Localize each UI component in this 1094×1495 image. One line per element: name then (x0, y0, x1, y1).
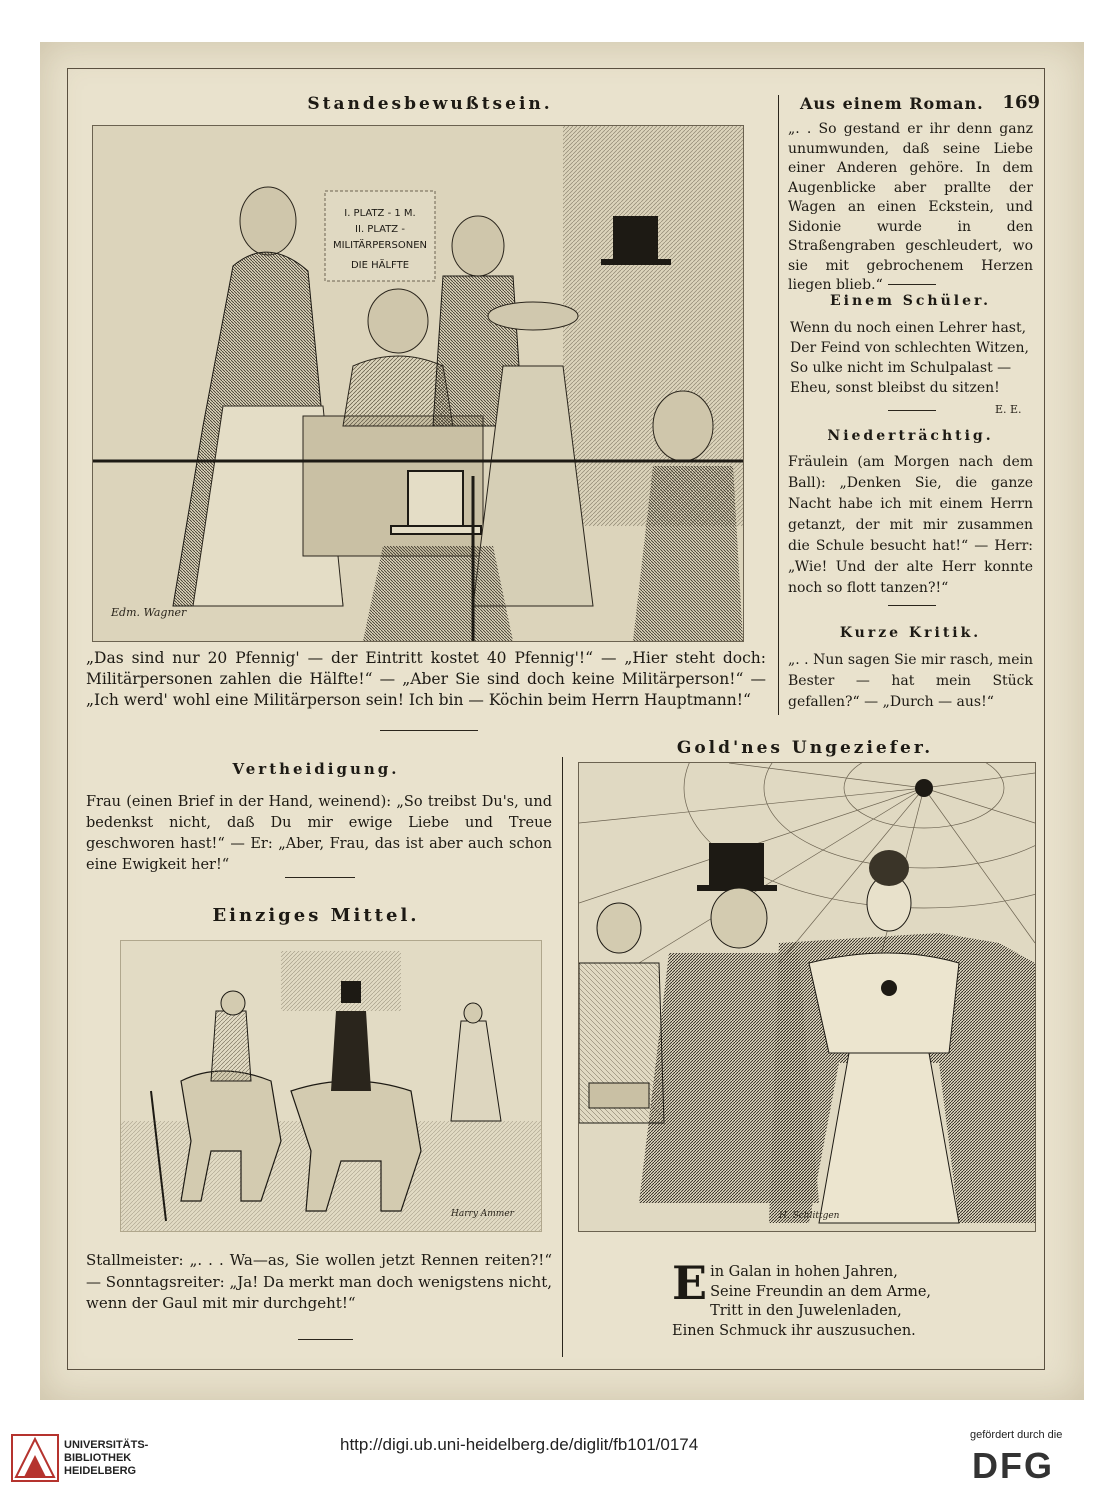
main-cartoon-illustration (92, 125, 744, 642)
dfg-logo: DFG (972, 1445, 1054, 1486)
poem-dropcap: E (672, 1256, 708, 1310)
divider (298, 1339, 353, 1340)
schueler-title: Einem Schüler. (830, 293, 991, 309)
ungeziefer-poem (672, 1256, 972, 1341)
sign-line: MILITÄRPERSONEN (332, 240, 428, 251)
nieder-title: Niederträchtig. (827, 428, 994, 444)
vertheidigung-title: Vertheidigung. (232, 760, 400, 778)
footer-bar (0, 1405, 1094, 1495)
ungeziefer-signature: H. Schlittgen (779, 1211, 840, 1221)
page-number: 169 (1002, 92, 1040, 113)
mittel-caption: Stallmeister: „. . . Wa—as, Sie wollen jetzt Rennen reiten?!“ — Sonntagsreiter: „Ja! Da merkt man doch wenigstens nicht, wenn der Gaul mit mir durchgeht!“ (86, 1251, 552, 1312)
poem-line: Wenn du noch einen Lehrer hast, (790, 320, 1027, 336)
source-url-link[interactable]: http://digi.ub.uni-heidelberg.de/diglit/fb101/0174 (340, 1435, 699, 1454)
main-cartoon-caption: „Das sind nur 20 Pfennig' — der Eintritt kostet 40 Pfennig'!“ — „Hier steht doch: Militärpersonen zahlen die Hälfte!“ — „Aber Sie sind doch keine Militärperson!“ — „Ich werd' wohl eine Militärperson sein! Ich bin — Köchin beim Herrn Hauptmann!“ (86, 649, 766, 709)
poem-line: Eheu, sonst bleibst du sitzen! (790, 380, 1000, 396)
university-logo-icon (10, 1433, 60, 1483)
library-line: UNIVERSITÄTS- (64, 1439, 149, 1451)
mittel-title: Einziges Mittel. (212, 905, 420, 926)
poem-line: So ulke nicht im Schulpalast — (790, 360, 1012, 376)
ungeziefer-title: Gold'nes Ungeziefer. (676, 738, 934, 758)
divider (888, 284, 936, 285)
divider (380, 730, 478, 731)
main-cartoon-signature: Edm. Wagner (111, 606, 187, 619)
sign-line: II. PLATZ - (355, 224, 405, 235)
poem-line: in Galan in hohen Jahren, (710, 1264, 898, 1280)
divider (888, 410, 936, 411)
mittel-signature: Harry Ammer (451, 1209, 514, 1219)
library-line: HEIDELBERG (64, 1465, 137, 1477)
sidebar-divider (778, 95, 779, 715)
roman-header: Aus einem Roman. (800, 94, 984, 113)
schueler-poem (790, 318, 1035, 398)
mittel-illustration (120, 940, 542, 1232)
divider (888, 605, 936, 606)
poem-line: Einen Schmuck ihr auszusuchen. (672, 1322, 916, 1339)
poem-line: Seine Freundin an dem Arme, (710, 1283, 932, 1300)
sign-line: DIE HÄLFTE (350, 260, 410, 271)
schueler-signature: E. E. (995, 403, 1022, 416)
library-line: BIBLIOTHEK (64, 1452, 132, 1464)
funding-label: gefördert durch die (970, 1429, 1063, 1441)
kritik-text: „. . Nun sagen Sie mir rasch, mein Bester — hat mein Stück gefallen?“ — „Durch — aus!“ (788, 652, 1033, 710)
nieder-text: Fräulein (am Morgen nach dem Ball): „Denken Sie, die ganze Nacht habe ich mit einem Herrn getanzt, der mit mir zusammen die Schule besucht hat!“ — Herr: „Wie! Und der alte Herr konnte noch so flott tanzen?!“ (788, 454, 1033, 596)
library-name (64, 1439, 148, 1478)
vertheidigung-text: Frau (einen Brief in der Hand, weinend): „So treibst Du's, und bedenkst nicht, daß Du mir ewige Liebe und Treue geschworen hast!“ — Er: „Aber, Frau, das ist aber auch schon eine Ewigkeit her!“ (86, 794, 552, 873)
roman-text: „. . So gestand er ihr denn ganz unumwunden, daß seine Liebe einer Anderen gehöre. In dem Augenblicke aber prallte der Wagen an einen Eckstein, und Sidonie wurde in den Straßengraben geschleudert, wo sie mit gebrochenem Herzen liegen blieb.“ (788, 121, 1033, 293)
poem-line: Tritt in den Juwelenladen, (710, 1303, 902, 1319)
column-divider (562, 757, 563, 1357)
ungeziefer-illustration (578, 762, 1036, 1232)
kritik-title: Kurze Kritik. (839, 625, 982, 641)
divider (285, 877, 355, 878)
sign-line: I. PLATZ - 1 M. (344, 208, 416, 219)
main-cartoon-title: Standesbewußtsein. (307, 94, 553, 114)
poem-line: Der Feind von schlechten Witzen, (790, 340, 1030, 356)
